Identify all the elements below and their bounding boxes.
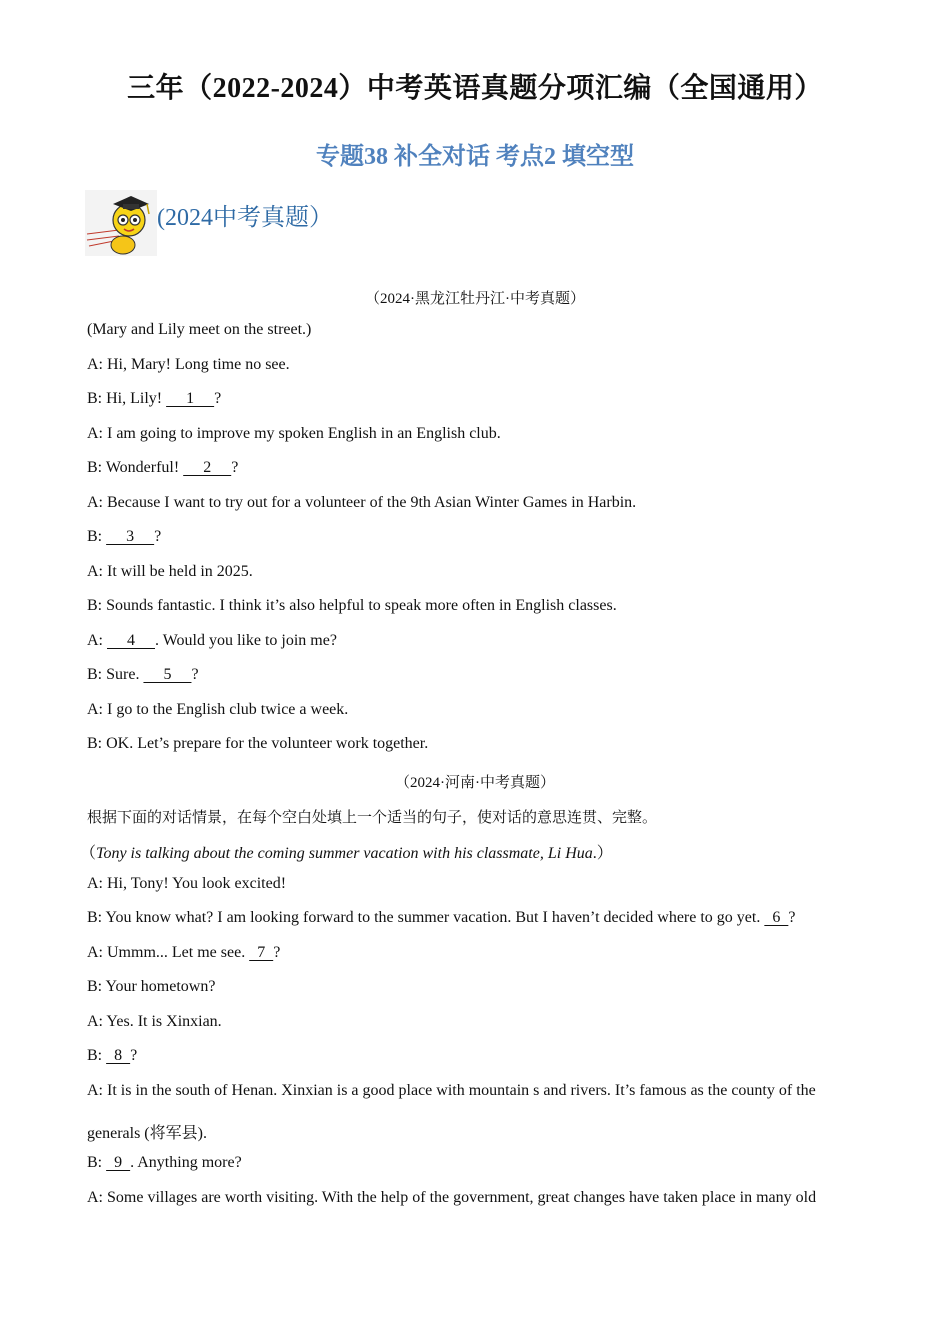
blank-7: 7 [249, 944, 274, 961]
q1-line: B: Sounds fantastic. I think it’s also helpful to speak more often in English classes. [87, 597, 617, 614]
q1-line: A: 4 . Would you like to join me? [87, 632, 337, 649]
q2-line: B: Your hometown? [87, 978, 216, 995]
q2-line: A: Some villages are worth visiting. With the help of the government, great changes have taken place in many old [87, 1189, 817, 1206]
document-subtitle: 专题38 补全对话 考点2 填空型 [316, 144, 634, 170]
q1-line: B: OK. Let’s prepare for the volunteer work together. [87, 735, 429, 752]
blank-8: 8 [106, 1047, 131, 1064]
blank-6: 6 [764, 909, 789, 926]
q1-line: B: Hi, Lily! 1 ? [87, 390, 222, 407]
q2-line: B: You know what? I am looking forward to the summer vacation. But I haven’t decided where to go yet. 6 ? [87, 909, 796, 926]
q1-line: B: Sure. 5 ? [87, 666, 199, 683]
q1-line: A: It will be held in 2025. [87, 563, 253, 580]
blank-3: 3 [106, 528, 155, 545]
q1-line: A: Because I want to try out for a volunteer of the 9th Asian Winter Games in Harbin. [87, 494, 637, 511]
q2-line: B: 8 ? [87, 1047, 138, 1064]
document-title: 三年（2022-2024）中考英语真题分项汇编（全国通用） [127, 73, 823, 104]
section-label: (2024中考真题） [157, 204, 333, 231]
q2-line: generals (将军县). [87, 1125, 207, 1142]
q2-line: A: It is in the south of Henan. Xinxian is a good place with mountain s and rivers. It’s famous as the county of the [87, 1082, 816, 1099]
mascot-icon [85, 190, 157, 256]
q1-line: A: I am going to improve my spoken English in an English club. [87, 425, 501, 442]
section-header [85, 190, 333, 256]
q2-line: A: Hi, Tony! You look excited! [87, 875, 287, 892]
blank-4: 4 [107, 632, 155, 649]
q1-setting: (Mary and Lily meet on the street.) [87, 321, 312, 338]
q1-line: B: Wonderful! 2 ? [87, 459, 239, 476]
q1-line: A: I go to the English club twice a week. [87, 701, 349, 718]
q2-line: A: Ummm... Let me see. 7 ? [87, 944, 281, 961]
q2-instruction: 根据下面的对话情景，在每个空白处填上一个适当的句子，使对话的意思连贯、完整。 [87, 810, 658, 826]
blank-5: 5 [143, 666, 192, 683]
blank-9: 9 [106, 1154, 131, 1171]
q1-source: （2024·黑龙江牡丹江·中考真题） [365, 291, 585, 307]
blank-2: 2 [183, 459, 232, 476]
q2-line: B: 9 . Anything more? [87, 1154, 242, 1171]
q1-line: B: 3 ? [87, 528, 162, 545]
q2-source: （2024·河南·中考真题） [395, 775, 555, 791]
blank-1: 1 [166, 390, 215, 407]
q2-setting: （Tony is talking about the coming summer vacation with his classmate, Li Hua.） [80, 845, 613, 862]
q2-line: A: Yes. It is Xinxian. [87, 1013, 222, 1030]
q1-line: A: Hi, Mary! Long time no see. [87, 356, 290, 373]
